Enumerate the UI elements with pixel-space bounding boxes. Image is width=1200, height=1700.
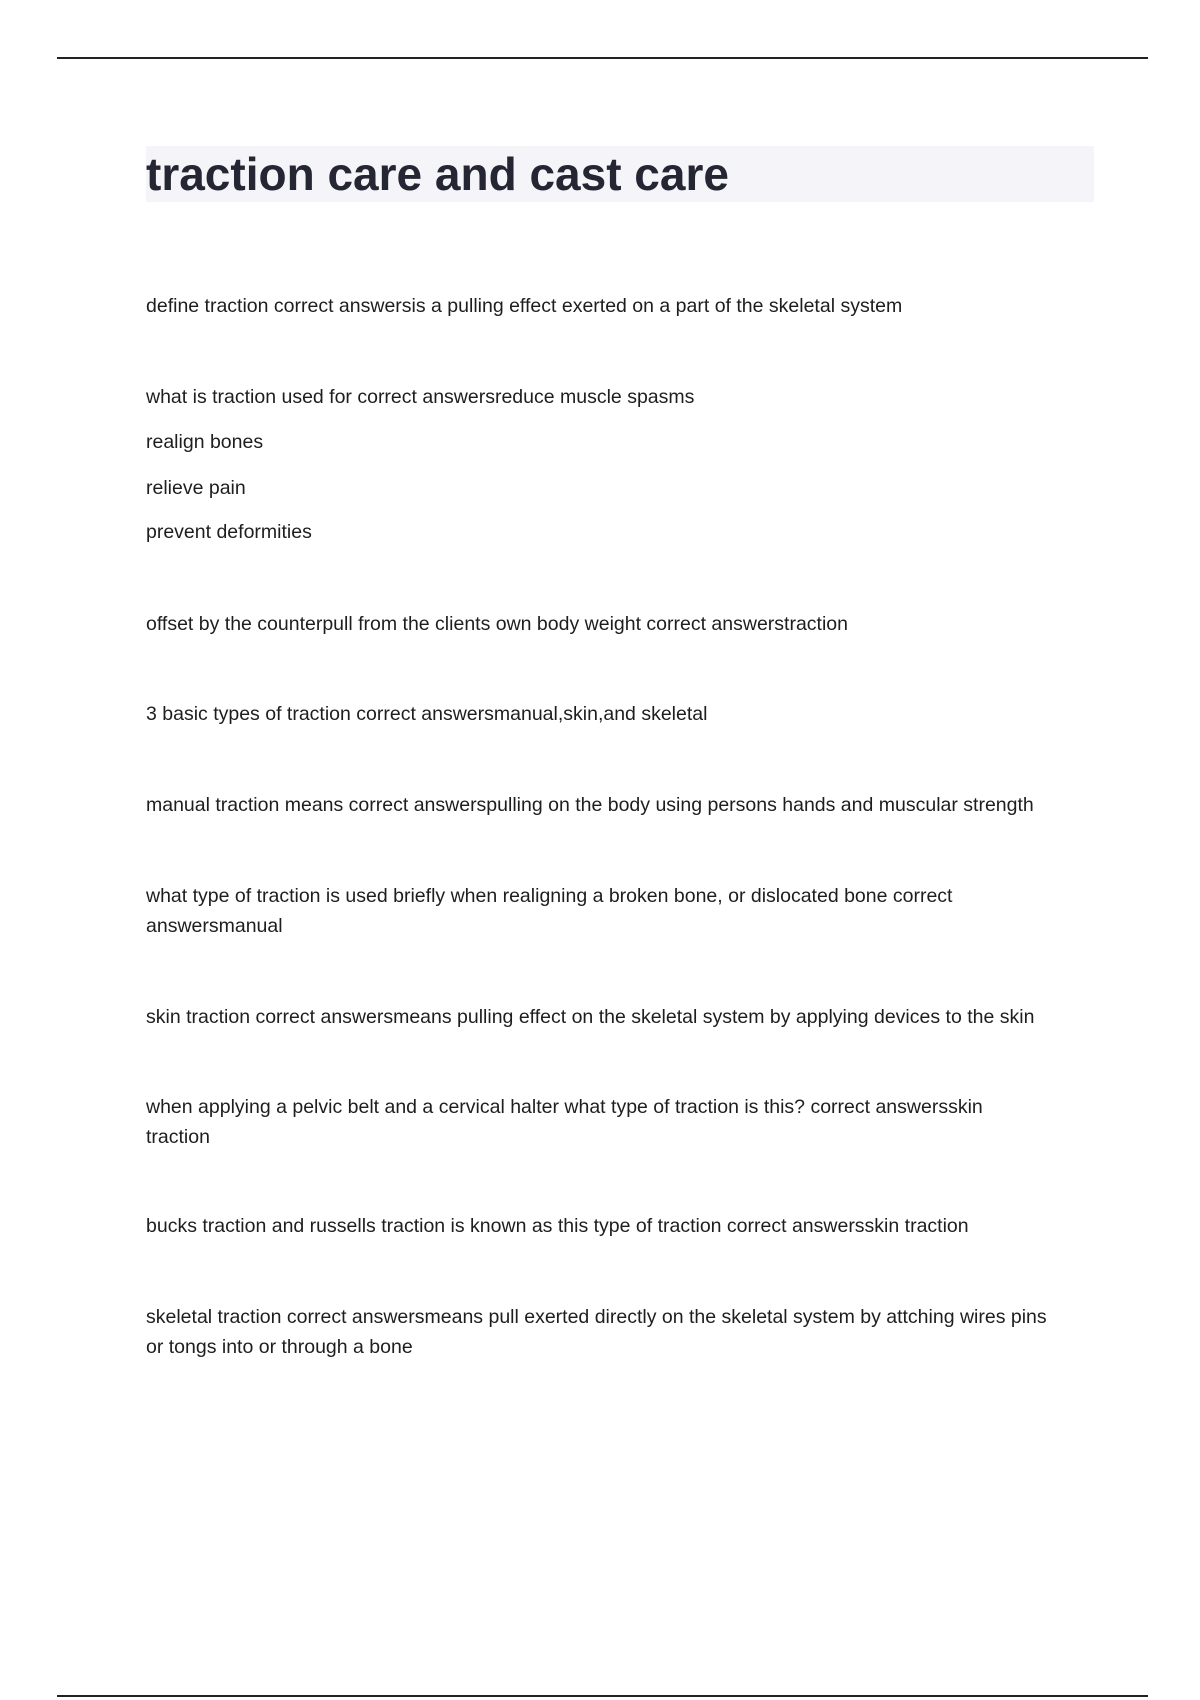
qa-item bbox=[146, 1092, 983, 1152]
qa-line: realign bones bbox=[146, 431, 264, 453]
bottom-rule bbox=[57, 1695, 1148, 1697]
qa-item bbox=[146, 699, 707, 729]
qa-line: answersmanual bbox=[146, 915, 283, 937]
qa-item bbox=[146, 382, 694, 412]
qa-line: or tongs into or through a bone bbox=[146, 1336, 413, 1358]
qa-line: define traction correct answersis a pulling effect exerted on a part of the skeletal system bbox=[146, 295, 903, 317]
qa-item bbox=[146, 1302, 1047, 1362]
qa-line: traction bbox=[146, 1126, 210, 1148]
qa-line: skeletal traction correct answersmeans pull exerted directly on the skeletal system by attching wires pins bbox=[146, 1306, 1047, 1328]
qa-line: what is traction used for correct answersreduce muscle spasms bbox=[146, 386, 695, 408]
qa-line: offset by the counterpull from the clients own body weight correct answerstraction bbox=[146, 613, 848, 635]
qa-line: what type of traction is used briefly when realigning a broken bone, or dislocated bone correct bbox=[146, 885, 953, 907]
qa-line: when applying a pelvic belt and a cervical halter what type of traction is this? correct answersskin bbox=[146, 1096, 983, 1118]
qa-item bbox=[146, 427, 263, 457]
qa-item bbox=[146, 609, 848, 639]
page-title: traction care and cast care bbox=[146, 148, 729, 200]
qa-line: 3 basic types of traction correct answersmanual,skin,and skeletal bbox=[146, 703, 708, 725]
qa-item bbox=[146, 881, 952, 941]
qa-line: prevent deformities bbox=[146, 521, 312, 543]
qa-line: skin traction correct answersmeans pulling effect on the skeletal system by applying devices to the skin bbox=[146, 1006, 1035, 1028]
qa-line: bucks traction and russells traction is known as this type of traction correct answersskin traction bbox=[146, 1215, 969, 1237]
qa-item bbox=[146, 517, 312, 547]
qa-item bbox=[146, 473, 246, 503]
qa-item bbox=[146, 1002, 1034, 1032]
qa-item bbox=[146, 291, 902, 321]
top-rule bbox=[57, 57, 1148, 59]
qa-line: relieve pain bbox=[146, 477, 246, 499]
qa-line: manual traction means correct answerspulling on the body using persons hands and muscular strength bbox=[146, 794, 1034, 816]
qa-item bbox=[146, 1211, 969, 1241]
qa-item bbox=[146, 790, 1034, 820]
